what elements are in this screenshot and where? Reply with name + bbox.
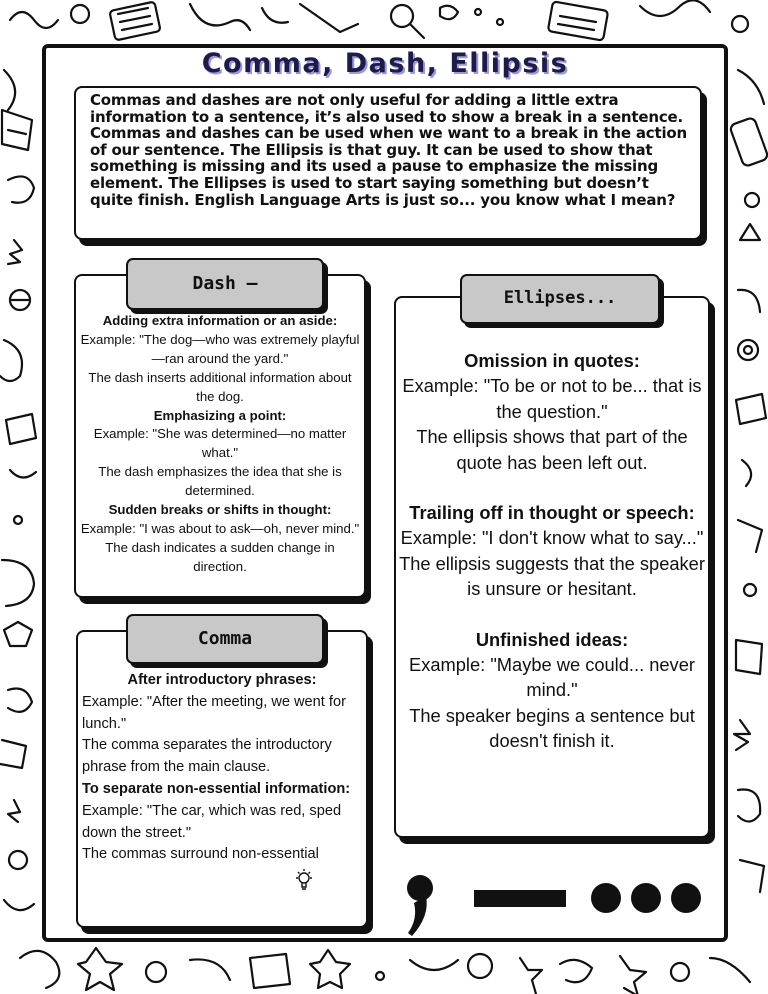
intro-card [74, 86, 702, 240]
comma-heading: Comma [197, 628, 253, 649]
comma-symbol-icon [407, 875, 433, 936]
ellipses-section-title: Trailing off in thought or speech: [409, 502, 695, 524]
worksheet-frame [42, 44, 728, 942]
dash-example: Example: "The dog—who was extremely playful—ran around the yard." [80, 331, 360, 366]
dash-heading-tab [126, 258, 324, 310]
ellipsis-dots-icon [591, 883, 701, 913]
dash-note: The dash inserts additional information about the dog. [88, 369, 352, 404]
dash-note: The dash indicates a sudden change in direction. [105, 539, 335, 574]
comma-note: The comma separates the introductory phrase from the main clause. [82, 737, 332, 776]
ellipses-heading-tab [460, 274, 660, 324]
ellipses-body [396, 348, 708, 754]
dash-body [76, 312, 364, 577]
page-title: Comma, Dash, Ellipsis [201, 48, 569, 79]
comma-section-title: After introductory phrases: [127, 672, 317, 688]
dash-section-title: Sudden breaks or shifts in thought: [108, 502, 332, 518]
dash-symbol-icon [474, 890, 566, 907]
ellipses-section-title: Unfinished ideas: [475, 628, 629, 650]
ellipses-example: Example: "To be or not to be... that is the question." [402, 375, 702, 422]
comma-note: The commas surround non-essential [82, 846, 319, 863]
ellipses-section-title: Omission in quotes: [464, 350, 640, 371]
comma-example: Example: "After the meeting, we went for lunch." [82, 693, 346, 732]
ellipses-note: The ellipsis shows that part of the quote has been left out. [416, 426, 688, 473]
ellipses-card [394, 296, 710, 838]
comma-heading-tab [126, 614, 324, 664]
ellipses-example: Example: "I don't know what to say..." [400, 527, 704, 549]
ellipses-example: Example: "Maybe we could... never mind." [409, 654, 695, 701]
dash-card [74, 274, 366, 598]
dash-heading: Dash – [192, 273, 258, 294]
comma-card [76, 630, 368, 928]
intro-text: Commas and dashes are not only useful for adding a little extra information to a sentence, it’s also used to show a break in a sentence. Commas and dashes can be used when we want to a break in the action of our sentence. The Ellipsis is that guy. It can be used to show that something is missing and its used a pause to emphasize the missing element. The Ellipses is used to start saying something but doesn’t quite finish. English Language Arts is just so... you know what I mean? [90, 91, 687, 209]
dash-section-title: Emphasizing a point: [153, 407, 287, 423]
comma-section-title: To separate non-essential information: [82, 780, 351, 797]
comma-example: Example: "The car, which was red, sped down the street." [82, 802, 342, 841]
comma-body [82, 670, 362, 866]
ellipses-heading: Ellipses... [503, 288, 617, 308]
ellipses-note: The ellipsis suggests that the speaker is unsure or hesitant. [399, 552, 705, 600]
dash-section-title: Adding extra information or an aside: [102, 313, 338, 328]
dash-example: Example: "She was determined—no matter what." [93, 426, 347, 461]
punctuation-symbols [396, 858, 716, 938]
lightbulb-icon [294, 868, 314, 892]
ellipses-note: The speaker begins a sentence but doesn't finish it. [409, 704, 695, 752]
dash-note: The dash emphasizes the idea that she is determined. [98, 464, 342, 499]
dash-example: Example: "I was about to ask—oh, never mind." [80, 520, 360, 536]
